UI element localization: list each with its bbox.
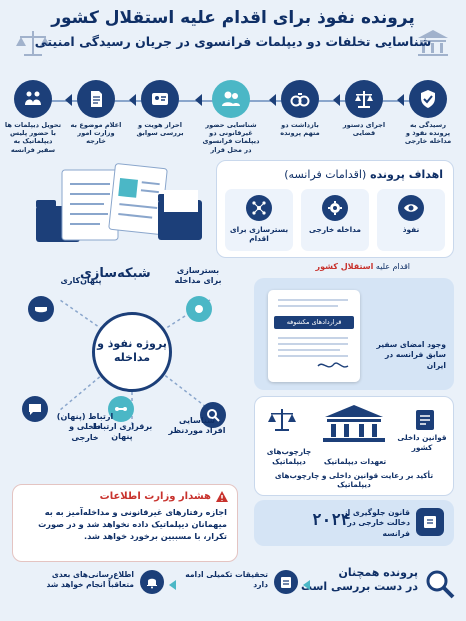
timeline-step-label: شناسایی حضور غیرقانونی دو دیپلمات فرانسوی در محل قرار (202, 121, 260, 154)
arrow-icon (65, 94, 72, 106)
case-status (0, 562, 466, 621)
case-title-line1: پرونده همچنان (338, 566, 418, 579)
goal-card (377, 189, 445, 251)
mask-icon (28, 296, 54, 322)
scales-icon (14, 28, 52, 58)
goals-panel (216, 160, 454, 258)
arrow-icon (303, 580, 310, 590)
law-book-icon (416, 508, 444, 536)
goal-label: نفوذ (402, 225, 420, 234)
arrow-icon (333, 94, 340, 106)
agreement-tag: قراردادهای مکشوفه (274, 316, 354, 329)
law-book-icon (413, 407, 439, 433)
timeline-step (400, 80, 456, 146)
agreements-panel (254, 278, 454, 390)
network-icon (246, 195, 272, 221)
timeline-step-label: بازداشت دو متهم پرونده (280, 121, 320, 138)
timeline-step-label: رسیدگی به پرونده نفوذ و مداخله خارجی (404, 121, 452, 146)
arrow-icon (397, 94, 404, 106)
network-node-label: برقراری ارتباط پنهان (91, 422, 153, 442)
timeline-step-label: اعلام موضوع به وزارت امور خارجه (70, 121, 122, 146)
timeline-step (336, 80, 392, 137)
goals-footer-prefix: اقدام علیه (375, 262, 410, 271)
network-title: شبکه‌سازی (80, 266, 151, 281)
goals-title-bold: اهداف پرونده (370, 168, 443, 181)
handcuffs-icon (281, 80, 319, 118)
arrow-icon (195, 94, 202, 106)
goal-card (301, 189, 369, 251)
goals-footer-highlight: استقلال کشور (315, 262, 374, 271)
agreement-document (268, 290, 360, 382)
goals-title (284, 168, 443, 181)
timeline-step (68, 80, 124, 146)
timeline-step (4, 80, 62, 154)
goals-title-light: (اقدامات فرانسه) (284, 168, 367, 181)
arrow-icon (269, 94, 276, 106)
handshake-icon (14, 80, 52, 118)
network-node-label: شناسایی افراد موردنظر (168, 416, 226, 436)
warning-icon (215, 490, 229, 503)
warning-title: هشدار وزارت اطلاعات (99, 491, 211, 502)
goal-card (225, 189, 293, 251)
id-card-icon (141, 80, 179, 118)
case-title-line2: در دست بررسی است (300, 580, 418, 594)
courthouse-icon (414, 28, 452, 58)
document-icon (77, 80, 115, 118)
documents-illustration (22, 160, 212, 258)
gear-icon (186, 296, 212, 322)
law-label-left: چارچوب‌های دیپلماتیک (266, 447, 312, 466)
scales-icon (345, 80, 383, 118)
timeline-step-label: اجرای دستور قضایی (342, 121, 386, 138)
magnifier-icon (424, 568, 456, 600)
year-law-year: ۲۰۲۴ (312, 510, 351, 529)
timeline-step-label: تحویل دیپلمات ها با حضور پلیس دیپلماتیک به سفیر فرانسه (4, 121, 62, 154)
network-center (92, 312, 172, 392)
law-label-center: تعهدات دیپلماتیک (323, 457, 387, 466)
agreement-text: وجود امضای سفیر سابق فرانسه در ایران (376, 340, 446, 370)
law-label-right: قوانین داخلی کشور (397, 433, 447, 452)
goal-label: مداخله خارجی (309, 225, 361, 234)
case-title (301, 566, 418, 595)
timeline-step (198, 80, 264, 154)
scales-icon (267, 407, 297, 433)
people-icon (212, 80, 250, 118)
network-center-label: پروژه نفوذ و مداخله (97, 337, 167, 365)
network-node-label: پنهان‌کاری (60, 276, 102, 285)
next-step-announcements: اطلاع‌رسانی‌های بعدی متعاقباً انجام خواهد شد (46, 570, 134, 590)
page-title: پرونده نفوذ برای اقدام علیه استقلال کشور (51, 8, 415, 28)
shield-check-icon (409, 80, 447, 118)
arrow-icon (129, 94, 136, 106)
timeline-step-label: احراز هویت و بررسی سوابق (136, 121, 184, 138)
bell-icon (140, 570, 164, 594)
next-step-investigation: تحقیقات تکمیلی ادامه دارد (185, 570, 268, 590)
law-footer: تأکید بر رعایت قوانین داخلی و چارچوب‌های دیپلماتیک (274, 471, 434, 489)
warning-body: اجازه رفتارهای غیرقانونی و مداخله‌آمیز به به میهمانان دیپلماتیک داده نخواهد شد و در صورت تکرار، با مسببین برخورد خواهد شد. (38, 507, 227, 541)
goal-label: بسترسازی برای اقدام (229, 225, 289, 243)
timeline-step (132, 80, 188, 137)
eye-icon (398, 195, 424, 221)
goals-footer (316, 262, 411, 271)
gear-icon (322, 195, 348, 221)
network-node-label: بسترسازی برای مداخله (174, 266, 222, 286)
clipboard-icon (274, 570, 298, 594)
page-subtitle: شناسایی تخلفات دو دیپلمات فرانسوی در جریان رسیدگی امنیتی (34, 34, 432, 49)
timeline-step (272, 80, 328, 137)
network-node-label: ارتباط (پنهان) داخلی و خارجی (56, 412, 114, 442)
embassy-building-icon (319, 403, 389, 445)
law-panel (254, 396, 454, 496)
process-timeline (4, 80, 456, 154)
year-law-text: قانون جلوگیری از دخالت خارجی در فرانسه (343, 508, 410, 538)
arrow-icon (169, 580, 176, 590)
chat-icon (22, 396, 48, 422)
document-lines (268, 290, 360, 382)
warning-box (12, 484, 238, 562)
year-law-panel (254, 500, 454, 546)
